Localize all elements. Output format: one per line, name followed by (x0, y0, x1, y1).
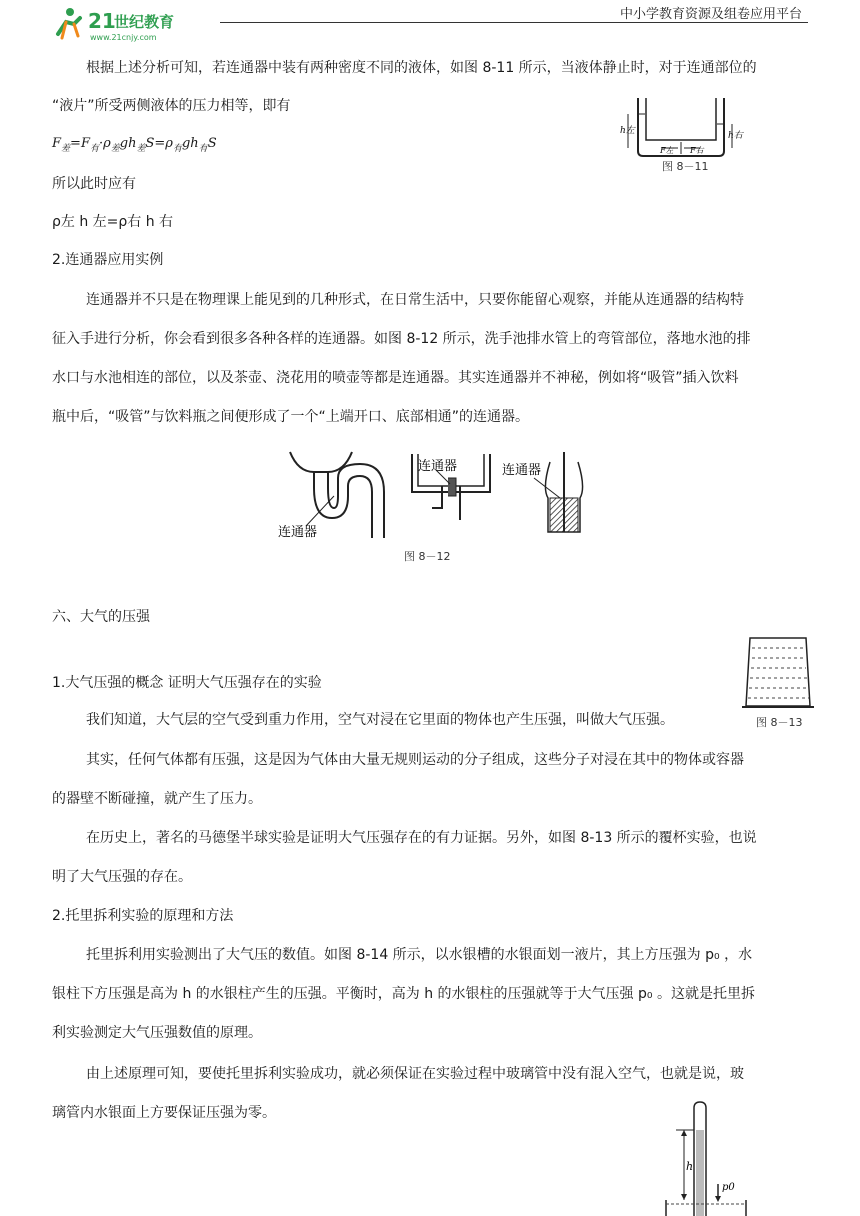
paragraph-line: 由上述原理可知，要使托里拆利实验成功，就必须保证在实验过程中玻璃管中没有混入空气，也就是说，玻 (86, 1066, 744, 1082)
svg-text:世纪教育: 世纪教育 (114, 13, 175, 31)
paragraph-line: 银柱下方压强是高为 h 的水银柱产生的压强。平衡时，高为 h 的水银柱的压强就等于大气压强 p₀ 。这就是托里拆 (52, 986, 755, 1002)
sink-trap-drawing (278, 452, 384, 540)
paragraph-line: 根据上述分析可知，若连通器中装有两种密度不同的液体，如图 8-11 所示，当液体静止时，对于连通部位的 (86, 60, 757, 76)
site-logo (48, 4, 218, 44)
formula-text: $F_差=F_有\cdot\rho_差gh_差S=\rho_有gh_有S$ (52, 136, 217, 154)
figure-8-13 (738, 634, 818, 734)
label-h-left: h左 (620, 126, 635, 136)
label-f-left: F左 (660, 146, 674, 155)
label-p0: p0 (722, 1182, 735, 1193)
section-heading: 六、大气的压强 (52, 609, 150, 625)
paragraph-line: 明了大气压强的存在。 (52, 869, 192, 885)
paragraph-line: 水口与水池相连的部位，以及茶壶、浇花用的喷壶等都是连通器。其实连通器并不神秘，例如将“吸管”插入饮料 (52, 370, 739, 386)
paragraph-line: 璃管内水银面上方要保证压强为零。 (52, 1105, 276, 1121)
floor-basin-drawing (412, 454, 490, 520)
figure-caption: 图 8－11 (662, 160, 709, 173)
paragraph-line: 征入手进行分析，你会看到很多各种各样的连通器。如图 8-12 所示，洗手池排水管上的弯管部位，落地水池的排 (52, 331, 751, 347)
paragraph-line: ρ左 h 左=ρ右 h 右 (52, 214, 174, 230)
paragraph-line: 其实，任何气体都有压强，这是因为气体由大量无规则运动的分子组成，这些分子对浸在其中的物体或容器 (86, 752, 744, 768)
figure-caption: 图 8－13 (756, 716, 803, 729)
header-rule (220, 22, 808, 23)
bottle-straw-drawing (502, 452, 583, 532)
label-connector-b: 连通器 (418, 459, 458, 474)
paragraph-line: 连通器并不只是在物理课上能见到的几种形式，在日常生活中，只要你能留心观察，并能从连通器的结构特 (86, 292, 744, 308)
figure-caption: 图 8－12 (404, 550, 451, 563)
paragraph-line: 托里拆利用实验测出了大气压的数值。如图 8-14 所示，以水银槽的水银面划一液片，其上方压强为 p₀ ，水 (86, 947, 753, 963)
label-connector-c: 连通器 (502, 463, 542, 478)
platform-name: 中小学教育资源及组卷应用平台 (619, 7, 802, 22)
paragraph-line: “液片”所受两侧液体的压力相等，即有 (52, 98, 291, 114)
section-heading: 2.托里拆利实验的原理和方法 (52, 908, 234, 924)
paragraph-line: 我们知道，大气层的空气受到重力作用，空气对浸在它里面的物体也产生压强，叫做大气压强。 (86, 712, 674, 728)
label-f-right: F右 (690, 146, 704, 155)
figure-8-12 (272, 448, 592, 568)
paragraph-line: 瓶中后，“吸管”与饮料瓶之间便形成了一个“上端开口、底部相通”的连通器。 (52, 409, 530, 425)
svg-text:www.21cnjy.com: www.21cnjy.com (90, 33, 157, 42)
label-h: h (686, 1160, 694, 1173)
svg-text:21: 21 (88, 9, 116, 33)
figure-8-11 (616, 96, 756, 176)
label-connector-a: 连通器 (278, 525, 318, 540)
section-heading: 1.大气压强的概念 证明大气压强存在的实验 (52, 675, 322, 691)
paragraph-line: 在历史上，著名的马德堡半球实验是证明大气压强存在的有力证据。另外，如图 8-13 所示的覆杯实验，也说 (86, 830, 757, 846)
paragraph-line: 所以此时应有 (52, 176, 136, 192)
section-heading: 2.连通器应用实例 (52, 252, 164, 268)
page-header (0, 0, 860, 48)
label-h-right: h右 (728, 131, 743, 141)
paragraph-line: 利实验测定大气压强数值的原理。 (52, 1025, 262, 1041)
paragraph-line: 的器壁不断碰撞，就产生了压力。 (52, 791, 262, 807)
runner-icon (58, 8, 80, 38)
figure-8-14 (660, 1100, 760, 1216)
